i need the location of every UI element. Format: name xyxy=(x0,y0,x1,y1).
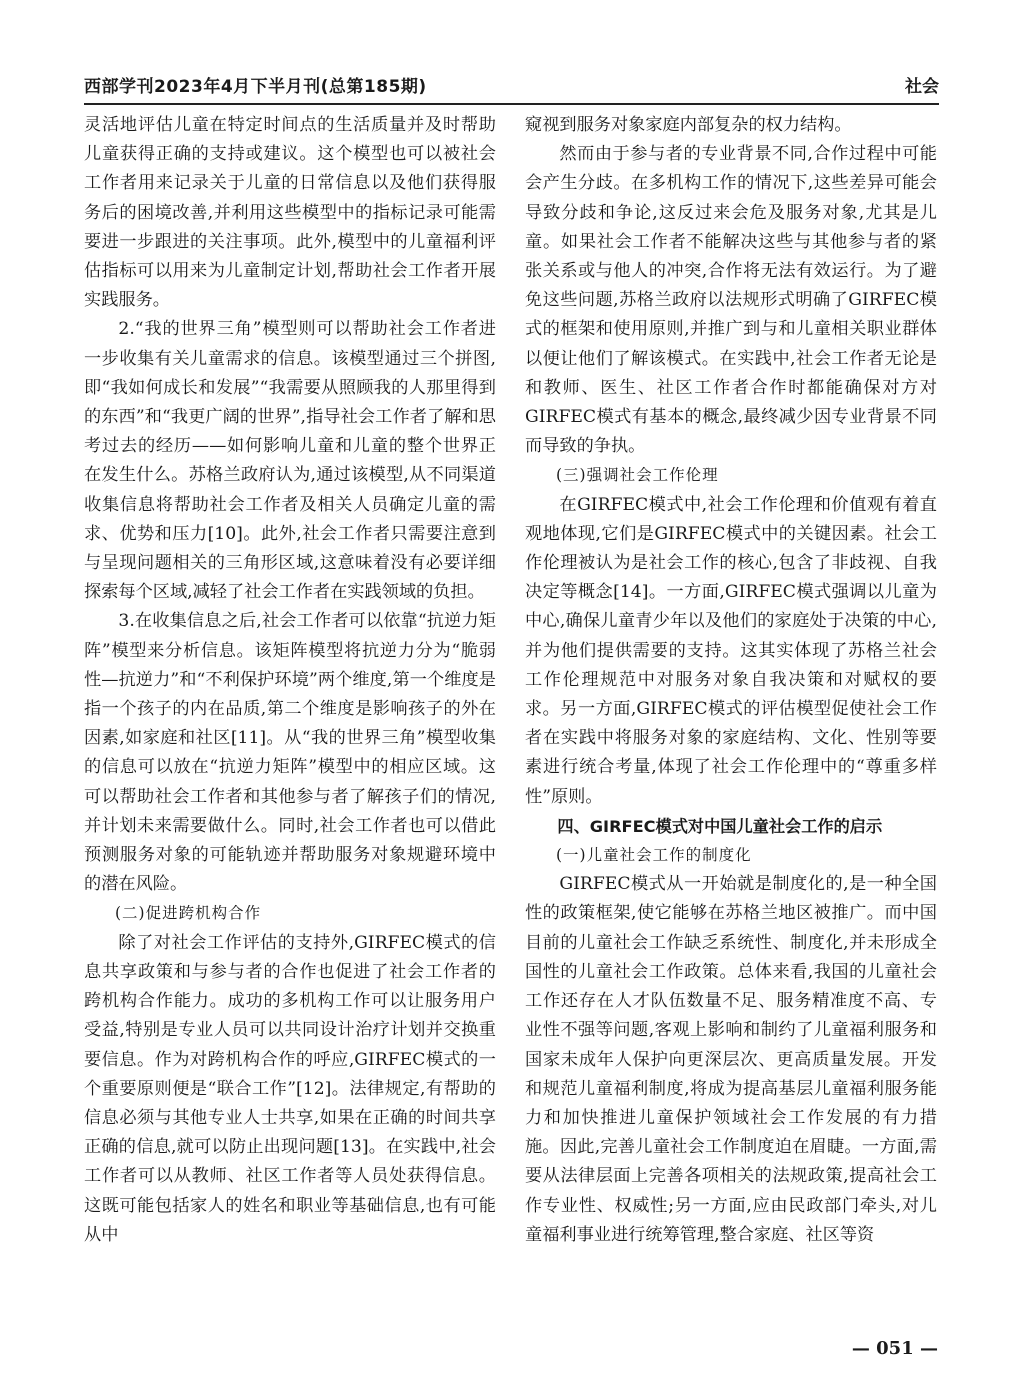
paragraph: 在GIRFEC模式中,社会工作伦理和价值观有着直观地体现,它们是GIRFEC模式中的关键因素。社会工作伦理被认为是社会工作的核心,包含了非歧视、自我决定等概念[14]。一方面,GIRFEC模式强调以儿童为中心,确保儿童青少年以及他们的家庭处于决策的中心,并为他们提供需要的支持。这其实体现了苏格兰社会工作伦理规范中对服务对象自我决策和对赋权的要求。另一方面,GIRFEC模式的评估模型促使社会工作者在实践中将服务对象的家庭结构、文化、性别等要素进行统合考量,体现了社会工作伦理中的“尊重多样性”原则。 xyxy=(525,494,937,807)
subsection-heading: (二)促进跨机构合作 xyxy=(115,904,262,923)
right-column xyxy=(525,111,937,1250)
paragraph: 除了对社会工作评估的支持外,GIRFEC模式的信息共享政策和与参与者的合作也促进了社会工作者的跨机构合作能力。成功的多机构工作可以让服务用户受益,特别是专业人员可以共同设计治疗计划并交换重要信息。作为对跨机构合作的呼应,GIRFEC模式的一个重要原则便是“联合工作”[12]。法律规定,有帮助的信息必须与其他专业人士共享,如果在正确的时间共享正确的信息,就可以防止出现问题[13]。在实践中,社会工作者可以从教师、社区工作者等人员处获得信息。这既可能包括家人的姓名和职业等基础信息,也有可能从中 xyxy=(84,932,496,1245)
paragraph: 2.“我的世界三角”模型则可以帮助社会工作者进一步收集有关儿童需求的信息。该模型通过三个拼图,即“我如何成长和发展”“我需要从照顾我的人那里得到的东西”和“我更广阔的世界”,指导社会工作者了解和思考过去的经历——如何影响儿童和儿童的整个世界正在发生什么。苏格兰政府认为,通过该模型,从不同渠道收集信息将帮助社会工作者及相关人员确定儿童的需求、优势和压力[10]。此外,社会工作者只需要注意到与呈现问题相关的三角形区域,这意味着没有必要详细探索每个区域,减轻了社会工作者在实践领域的负担。 xyxy=(84,319,496,603)
subsection-heading: (一)儿童社会工作的制度化 xyxy=(556,846,752,865)
paragraph: 窥视到服务对象家庭内部复杂的权力结构。 xyxy=(525,115,852,135)
paragraph: 灵活地评估儿童在特定时间点的生活质量并及时帮助儿童获得正确的支持或建议。这个模型也可以被社会工作者用来记录关于儿童的日常信息以及他们获得服务后的困境改善,并利用这些模型中的指标记录可能需要进一步跟进的关注事项。此外,模型中的儿童福利评估指标可以用来为儿童制定计划,帮助社会工作者开展实践服务。 xyxy=(84,115,496,311)
subsection-heading: (三)强调社会工作伦理 xyxy=(556,466,719,485)
section-heading: 四、GIRFEC模式对中国儿童社会工作的启示 xyxy=(557,816,883,836)
paragraph: GIRFEC模式从一开始就是制度化的,是一种全国性的政策框架,使它能够在苏格兰地区被推广。而中国目前的儿童社会工作缺乏系统性、制度化,并未形成全国性的儿童社会工作政策。总体来看,我国的儿童社会工作还存在人才队伍数量不足、服务精准度不高、专业性不强等问题,客观上影响和制约了儿童福利服务和国家未成年人保护向更深层次、更高质量发展。开发和规范儿童福利制度,将成为提高基层儿童福利服务能力和加快推进儿童保护领域社会工作发展的有力措施。因此,完善儿童社会工作制度迫在眉睫。一方面,需要从法律层面上完善各项相关的法规政策,提高社会工作专业性、权威性;另一方面,应由民政部门牵头,对儿童福利事业进行统筹管理,整合家庭、社区等资 xyxy=(525,874,937,1245)
header-rule xyxy=(84,103,939,105)
running-header xyxy=(84,68,939,98)
journal-issue: 西部学刊2023年4月下半月刊(总第185期) xyxy=(84,77,427,97)
paragraph: 然而由于参与者的专业背景不同,合作过程中可能会产生分歧。在多机构工作的情况下,这些差异可能会导致分歧和争论,这反过来会危及服务对象,尤其是儿童。如果社会工作者不能解决这些与其他参与者的紧张关系或与他人的冲突,合作将无法有效运行。为了避免这些问题,苏格兰政府以法规形式明确了GIRFEC模式的框架和使用原则,并推广到与和儿童相关职业群体以便让他们了解该模式。在实践中,社会工作者无论是和教师、医生、社区工作者合作时都能确保对方对GIRFEC模式有基本的概念,最终减少因专业背景不同而导致的争执。 xyxy=(525,144,937,457)
left-column xyxy=(84,111,496,1250)
page-number: — 051 — xyxy=(851,1338,938,1359)
paragraph: 3.在收集信息之后,社会工作者可以依靠“抗逆力矩阵”模型来分析信息。该矩阵模型将抗逆力分为“脆弱性—抗逆力”和“不利保护环境”两个维度,第一个维度是指一个孩子的内在品质,第二个维度是影响孩子的外在因素,如家庭和社区[11]。从“我的世界三角”模型收集的信息可以放在“抗逆力矩阵”模型中的相应区域。这可以帮助社会工作者和其他参与者了解孩子们的情况,并计划未来需要做什么。同时,社会工作者也可以借此预测服务对象的可能轨迹并帮助服务对象规避环境中的潜在风险。 xyxy=(84,611,496,895)
section-name: 社会 xyxy=(905,77,939,97)
